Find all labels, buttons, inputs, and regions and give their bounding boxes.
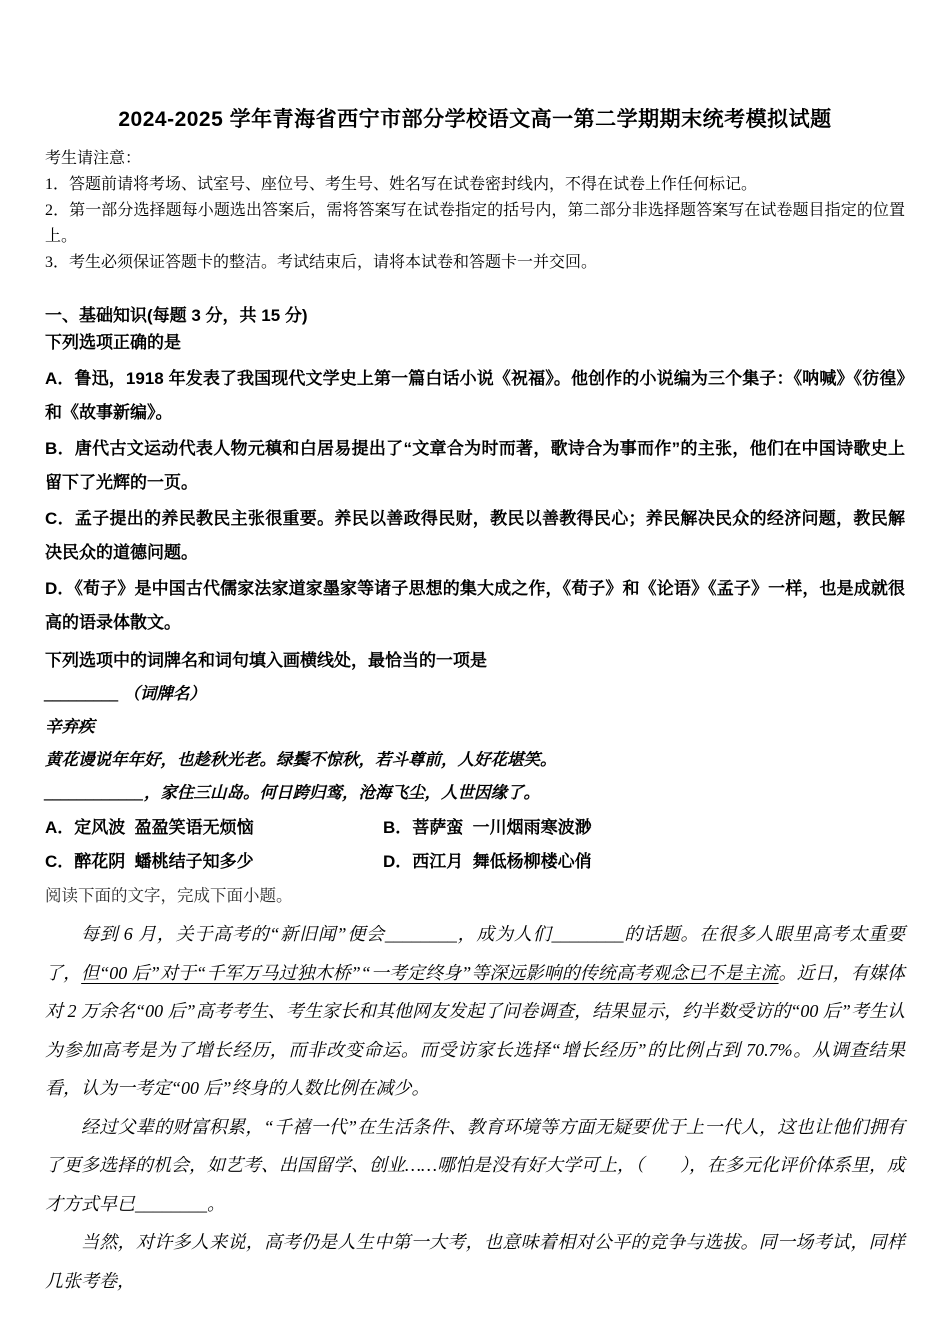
option-text: 唐代古文运动代表人物元稹和白居易提出了“文章合为时而著，歌诗合为事而作”的主张，他们在中国诗歌史上留下了光辉的一页。: [45, 439, 906, 492]
option-label: A．: [45, 818, 75, 837]
cipai-name: 定风波: [74, 818, 126, 837]
passage-paragraph-3: 当然，对许多人来说，高考仍是人生中第一大考，也意味着相对公平的竞争与选拔。同一场考试，同样几张考卷，: [45, 1232, 905, 1291]
q2-option-a: [45, 811, 383, 845]
q1-option-a: [45, 362, 905, 430]
q2-options: [45, 811, 905, 879]
q2-option-d: [383, 845, 905, 879]
q2-poem-line-1: 黄花谩说年年好，也趁秋光老。绿鬓不惊秋，若斗尊前，人好花堪笑。: [45, 750, 557, 769]
cipai-phrase: 盈盈笑语无烦恼: [134, 818, 254, 837]
cipai-phrase: 蟠桃结子知多少: [134, 852, 254, 871]
notice-item-3: 3．考生必须保证答题卡的整洁。考试结束后，请将本试卷和答题卡一并交回。: [45, 254, 598, 271]
q2-poem-author: 辛弃疾: [45, 717, 95, 736]
notice-item-1: 1．答题前请将考场、试室号、座位号、考生号、姓名写在试卷密封线内，不得在试卷上作任何标记。: [45, 176, 758, 193]
cipai-phrase: 舞低杨柳楼心俏: [472, 852, 592, 871]
option-text: 《荀子》是中国古代儒家法家道家墨家等诸子思想的集大成之作，《荀子》和《论语》《孟子》一样，也是成就很高的语录体散文。: [45, 579, 906, 632]
passage-text: 每到 6 月，关于高考的“新旧闻”便会________，成为人们________的话题。在很多人眼里高考太重要了，: [45, 924, 905, 983]
q2-option-b: [383, 811, 905, 845]
cipai-name: 西江月: [412, 852, 464, 871]
option-text: 孟子提出的养民教民主张很重要。养民以善政得民财，教民以善教得民心；养民解决民众的经济问题，教民解决民众的道德问题。: [45, 509, 906, 562]
reading-intro: 阅读下面的文字，完成下面小题。: [45, 886, 293, 905]
q1-option-b: [45, 432, 905, 500]
option-label: B．: [383, 818, 413, 837]
cipai-name: 醉花阴: [74, 852, 126, 871]
option-label: D．: [45, 579, 75, 598]
section-one-heading: 一、基础知识(每题 3 分，共 15 分): [45, 306, 308, 325]
cipai-name: 菩萨蛮: [412, 818, 464, 837]
q1-options: [45, 362, 905, 640]
notice-heading: 考生请注意：: [45, 150, 142, 167]
exam-title: 2024-2025 学年青海省西宁市部分学校语文高一第二学期期末统考模拟试题: [118, 108, 832, 131]
q2-poem-line-2: ____________，家住三山岛。何日跨归鸾，沧海飞尘，人世因缘了。: [45, 783, 540, 802]
passage-paragraph-1: [45, 915, 905, 1108]
option-label: B．: [45, 439, 75, 458]
notice-section: [45, 146, 905, 276]
cipai-phrase: 一川烟雨寒波渺: [472, 818, 592, 837]
q1-option-d: [45, 572, 905, 640]
option-label: C．: [45, 509, 75, 528]
passage-paragraph-2: 经过父辈的财富积累，“千禧一代”在生活条件、教育环境等方面无疑要优于上一代人，这也让他们拥有了更多选择的机会，如艺考、出国留学、创业……哪怕是没有好大学可上，（ ），在多元化评价体系里，成才方式早已________。: [45, 1116, 906, 1214]
q1-option-c: [45, 502, 905, 570]
q2-option-c: [45, 845, 383, 879]
option-label: D．: [383, 852, 413, 871]
option-text: 鲁迅，1918 年发表了我国现代文学史上第一篇白话小说《祝福》。他创作的小说编为三个集子：《呐喊》《彷徨》和《故事新编》。: [45, 369, 905, 422]
q1-stem: 下列选项正确的是: [45, 333, 181, 352]
reading-passage: [45, 915, 905, 1300]
passage-text: 。近日，有媒体对 2 万余名“00 后”高考考生、考生家长和其他网友发起了问卷调查，结果显示，约半数受访的“00 后”考生认为参加高考是为了增长经历，而非改变命运。而受访家长选择“增长经历”的比例占到 70.7%。从调查结果看，认为一考定“00 后”终身的人数比例在减少。: [45, 962, 906, 1098]
option-label: A．: [45, 369, 75, 388]
notice-item-2: 2．第一部分选择题每小题选出答案后，需将答案写在试卷指定的括号内，第二部分非选择题答案写在试卷题目指定的位置上。: [45, 202, 905, 245]
q2-stem: 下列选项中的词牌名和词句填入画横线处，最恰当的一项是: [45, 651, 487, 670]
option-label: C．: [45, 852, 75, 871]
q2-cipai-blank-line: _________ （词牌名）: [45, 684, 206, 703]
passage-underlined-text: 但“00 后”对于“千军万马过独木桥”“一考定终身”等深远影响的传统高考观念已不是主流: [81, 962, 779, 983]
